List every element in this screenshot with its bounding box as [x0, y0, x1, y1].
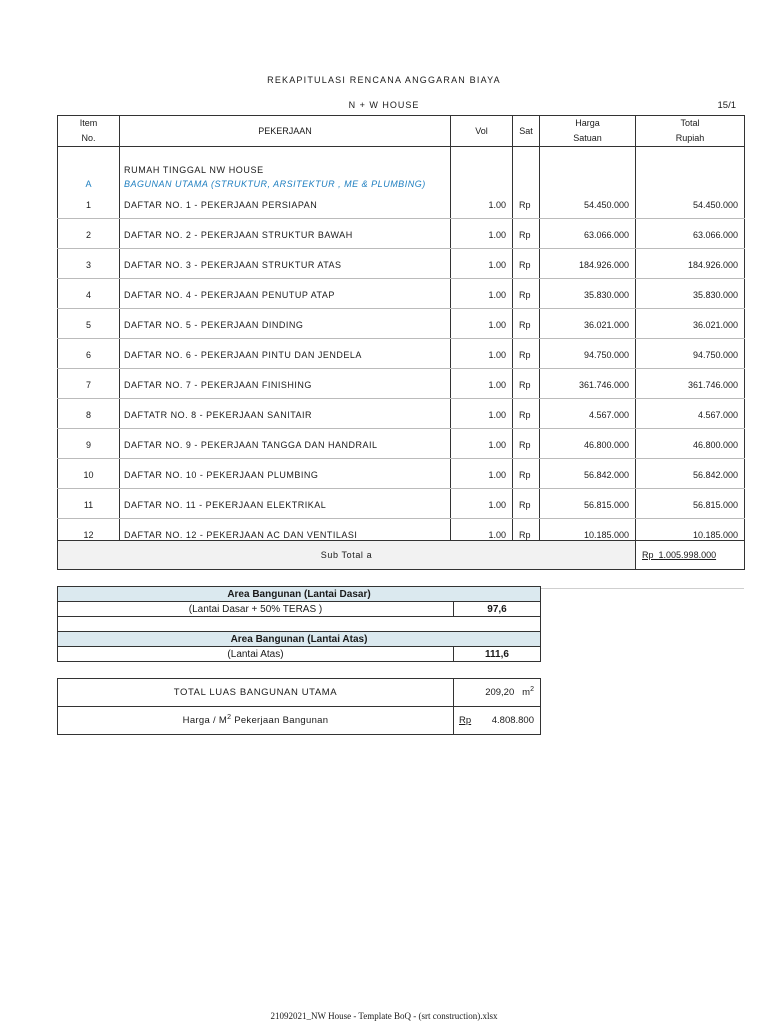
item-unit: Rp — [513, 219, 540, 241]
project-subtitle: N + W HOUSE — [348, 100, 420, 110]
item-no: 9 — [58, 429, 120, 451]
item-unit: Rp — [513, 489, 540, 511]
item-no: 12 — [58, 519, 120, 541]
item-no: 10 — [58, 459, 120, 481]
item-unit-price: 36.021.000 — [540, 309, 636, 331]
item-unit: Rp — [513, 459, 540, 481]
file-name-footer: 21092021_NW House - Template BoQ - (srt construction).xlsx — [270, 1011, 498, 1021]
project-name-row — [58, 161, 745, 175]
item-no: 11 — [58, 489, 120, 511]
ground-floor-label: (Lantai Dasar + 50% TERAS ) — [58, 602, 454, 617]
item-description: DAFTAR NO. 11 - PEKERJAAN ELEKTRIKAL — [120, 489, 451, 511]
item-total: 35.830.000 — [636, 279, 745, 301]
item-description: DAFTAR NO. 12 - PEKERJAAN AC DAN VENTILASI — [120, 519, 451, 541]
item-total: 46.800.000 — [636, 429, 745, 451]
boq-recap-table — [57, 115, 745, 570]
upper-floor-header: Area Bangunan (Lantai Atas) — [58, 632, 541, 647]
item-description: DAFTAR NO. 9 - PEKERJAAN TANGGA DAN HANDRAIL — [120, 429, 451, 451]
item-description: DAFTAR NO. 4 - PEKERJAAN PENUTUP ATAP — [120, 279, 451, 301]
table-row — [58, 339, 745, 361]
item-description: DAFTAR NO. 2 - PEKERJAAN STRUKTUR BAWAH — [120, 219, 451, 241]
building-area-table — [57, 586, 541, 662]
item-unit-price: 46.800.000 — [540, 429, 636, 451]
total-area-row — [58, 679, 541, 707]
ground-floor-header: Area Bangunan (Lantai Dasar) — [58, 587, 541, 602]
item-unit-price: 56.815.000 — [540, 489, 636, 511]
table-row — [58, 309, 745, 331]
item-total: 94.750.000 — [636, 339, 745, 361]
table-row — [58, 249, 745, 271]
table-row — [58, 279, 745, 301]
item-no: 3 — [58, 249, 120, 271]
upper-floor-header-row — [58, 632, 541, 647]
document-title: REKAPITULASI RENCANA ANGGARAN BIAYA — [267, 75, 501, 85]
item-unit: Rp — [513, 189, 540, 210]
item-description: DAFTAR NO. 6 - PEKERJAAN PINTU DAN JENDELA — [120, 339, 451, 361]
item-unit-price: 54.450.000 — [540, 189, 636, 210]
item-description: DAFTAR NO. 7 - PEKERJAAN FINISHING — [120, 369, 451, 391]
item-unit: Rp — [513, 339, 540, 361]
item-no: 5 — [58, 309, 120, 331]
subtotal-value-cell — [636, 541, 745, 570]
item-unit-price: 56.842.000 — [540, 459, 636, 481]
table-row — [58, 429, 745, 451]
item-volume: 1.00 — [451, 369, 513, 391]
header-pekerjaan: PEKERJAAN — [120, 116, 451, 147]
upper-floor-label: (Lantai Atas) — [58, 647, 454, 662]
item-volume: 1.00 — [451, 189, 513, 210]
item-unit-price: 184.926.000 — [540, 249, 636, 271]
table-row — [58, 219, 745, 241]
page-number: 15/1 — [717, 100, 736, 111]
item-unit-price: 35.830.000 — [540, 279, 636, 301]
item-volume: 1.00 — [451, 519, 513, 541]
ground-floor-value: 97,6 — [454, 602, 541, 617]
item-total: 4.567.000 — [636, 399, 745, 421]
subtotal-amount: Rp 1.005.998.000 — [642, 550, 717, 560]
item-unit-price: 361.746.000 — [540, 369, 636, 391]
upper-floor-row — [58, 647, 541, 662]
item-no: 2 — [58, 219, 120, 241]
item-description: DAFTAR NO. 1 - PEKERJAAN PERSIAPAN — [120, 189, 451, 210]
item-unit: Rp — [513, 369, 540, 391]
item-total: 10.185.000 — [636, 519, 745, 541]
item-volume: 1.00 — [451, 249, 513, 271]
item-description: DAFTAR NO. 5 - PEKERJAAN DINDING — [120, 309, 451, 331]
item-total: 56.842.000 — [636, 459, 745, 481]
item-total: 184.926.000 — [636, 249, 745, 271]
item-unit-price: 10.185.000 — [540, 519, 636, 541]
item-no: 7 — [58, 369, 120, 391]
item-unit: Rp — [513, 399, 540, 421]
table-row — [58, 489, 745, 511]
item-unit: Rp — [513, 249, 540, 271]
item-description: DAFTATR NO. 8 - PEKERJAAN SANITAIR — [120, 399, 451, 421]
summary-table — [57, 678, 541, 735]
item-volume: 1.00 — [451, 429, 513, 451]
price-per-m2-value: Rp 4.808.800 — [454, 707, 541, 735]
total-area-label: TOTAL LUAS BANGUNAN UTAMA — [58, 679, 454, 707]
item-total: 36.021.000 — [636, 309, 745, 331]
table-row — [58, 459, 745, 481]
item-volume: 1.00 — [451, 309, 513, 331]
ground-floor-row — [58, 602, 541, 617]
item-unit: Rp — [513, 309, 540, 331]
item-no: 4 — [58, 279, 120, 301]
price-per-m2-label: Harga / $M^2$ Pekerjaan Bangunan — [58, 707, 454, 735]
table-header-row — [58, 116, 745, 147]
item-description: DAFTAR NO. 10 - PEKERJAAN PLUMBING — [120, 459, 451, 481]
item-volume: 1.00 — [451, 459, 513, 481]
item-unit: Rp — [513, 429, 540, 451]
item-total: 54.450.000 — [636, 189, 745, 210]
category-name: BAGUNAN UTAMA (STRUKTUR, ARSITEKTUR , ME & PLUMBING) — [120, 175, 451, 189]
subtotal-row — [58, 541, 745, 570]
category-row — [58, 175, 745, 189]
item-total: 361.746.000 — [636, 369, 745, 391]
item-unit: Rp — [513, 519, 540, 541]
header-item-no: Item No. — [58, 116, 120, 147]
price-per-m2-row — [58, 707, 541, 735]
item-total: 56.815.000 — [636, 489, 745, 511]
item-volume: 1.00 — [451, 279, 513, 301]
item-unit-price: 4.567.000 — [540, 399, 636, 421]
subtotal-label: Sub Total a — [58, 541, 636, 570]
table-row — [58, 369, 745, 391]
item-unit-price: 63.066.000 — [540, 219, 636, 241]
category-code: A — [58, 175, 120, 189]
table-row — [58, 189, 745, 210]
project-name: RUMAH TINGGAL NW HOUSE — [120, 161, 451, 175]
total-area-value: 209,20 $m^2$ — [454, 679, 541, 707]
item-volume: 1.00 — [451, 489, 513, 511]
table-row — [58, 519, 745, 541]
upper-floor-value: 111,6 — [454, 647, 541, 662]
header-harga-satuan: Harga Satuan — [540, 116, 636, 147]
item-unit: Rp — [513, 279, 540, 301]
item-unit-price: 94.750.000 — [540, 339, 636, 361]
item-description: DAFTAR NO. 3 - PEKERJAAN STRUKTUR ATAS — [120, 249, 451, 271]
header-total-rupiah: Total Rupiah — [636, 116, 745, 147]
header-vol: Vol — [451, 116, 513, 147]
item-no: 8 — [58, 399, 120, 421]
item-volume: 1.00 — [451, 339, 513, 361]
ground-floor-header-row — [58, 587, 541, 602]
item-no: 1 — [58, 189, 120, 210]
table-row — [58, 399, 745, 421]
item-volume: 1.00 — [451, 219, 513, 241]
item-no: 6 — [58, 339, 120, 361]
item-volume: 1.00 — [451, 399, 513, 421]
header-sat: Sat — [513, 116, 540, 147]
item-total: 63.066.000 — [636, 219, 745, 241]
